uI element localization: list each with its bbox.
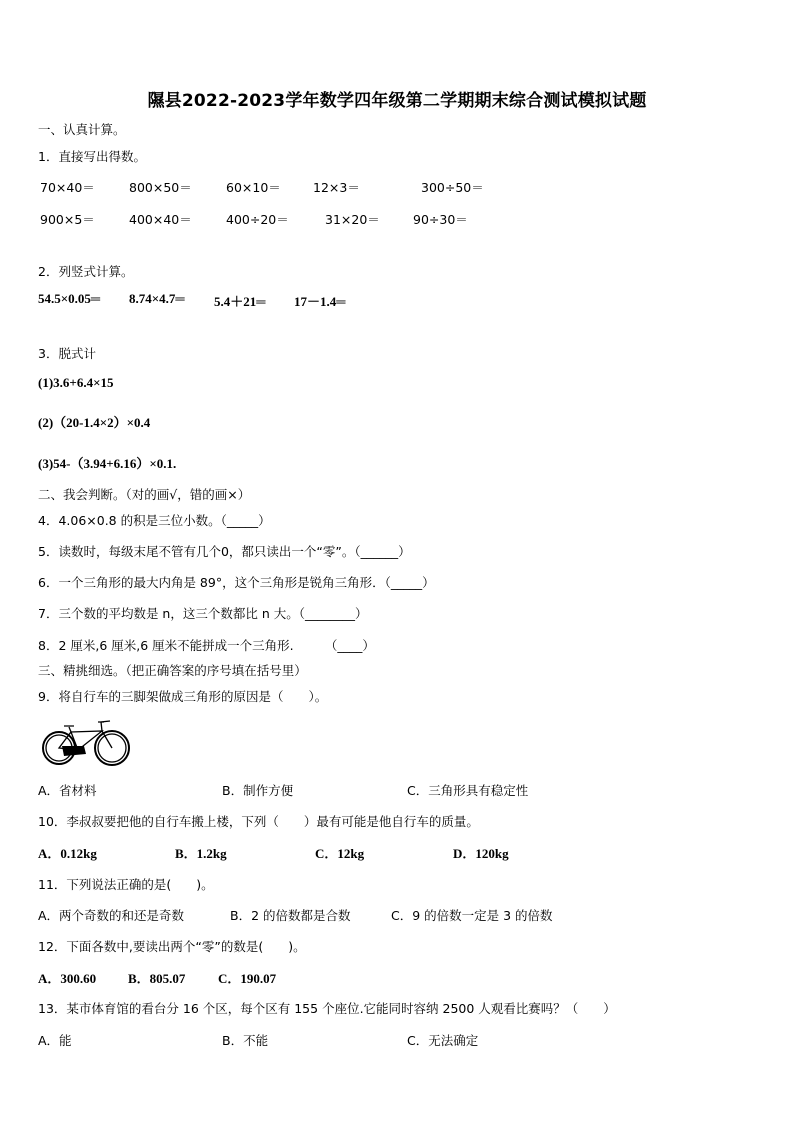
question-13-text: 13．某市体育馆的看台分 16 个区，每个区有 155 个座位.它能同时容纳 2500 人观看比赛吗？（ ） (38, 1001, 616, 1016)
option-c: C．无法确定 (407, 1033, 479, 1048)
option-c: C．12kg (315, 846, 365, 861)
option-c: C．9 的倍数一定是 3 的倍数 (391, 908, 553, 923)
option-b: B．制作方便 (222, 783, 294, 798)
question-11-text: 11．下列说法正确的是( )。 (38, 877, 214, 892)
section-heading-3: 三、精挑细选。（把正确答案的序号填在括号里） (38, 663, 307, 678)
calc-item: 12×3＝ (313, 180, 360, 195)
vertical-calc-item: 17－1.4═ (294, 294, 346, 309)
judge-item: 6．一个三角形的最大内角是 89°，这个三角形是锐角三角形．（_____） (38, 575, 435, 590)
calc-item: 900×5＝ (40, 212, 95, 227)
vertical-calc-item: 5.4＋21═ (214, 294, 266, 309)
page-title: 隰县2022-2023学年数学四年级第二学期期末综合测试模拟试题 (147, 91, 647, 111)
expression-item: (1)3.6+6.4×15 (38, 375, 114, 390)
option-c: C．三角形具有稳定性 (407, 783, 529, 798)
option-a: A．两个奇数的和还是奇数 (38, 908, 185, 923)
calc-item: 31×20＝ (325, 212, 380, 227)
option-d: D．120kg (453, 846, 509, 861)
judge-item: 4．4.06×0.8 的积是三位小数。（_____） (38, 513, 271, 528)
calc-item: 400÷20＝ (226, 212, 289, 227)
expression-item: (3)54-（3.94+6.16）×0.1. (38, 456, 177, 471)
option-a: A．省材料 (38, 783, 97, 798)
section-heading-2: 二、我会判断。（对的画√，错的画×） (38, 487, 251, 502)
question-3-label: 3．脱式计 (38, 346, 96, 361)
expression-item: (2)（20-1.4×2）×0.4 (38, 415, 151, 430)
question-2-label: 2．列竖式计算。 (38, 264, 134, 279)
question-10-text: 10．李叔叔要把他的自行车搬上楼，下列（ ）最有可能是他自行车的质量。 (38, 814, 479, 829)
question-9-text: 9．将自行车的三脚架做成三角形的原因是（ ）。 (38, 689, 328, 704)
calc-item: 90÷30＝ (413, 212, 468, 227)
vertical-calc-item: 54.5×0.05═ (38, 291, 101, 306)
calc-item: 800×50＝ (129, 180, 192, 195)
judge-item: 7．三个数的平均数是 n，这三个数都比 n 大。（________） (38, 606, 368, 621)
calc-item: 70×40＝ (40, 180, 95, 195)
option-b: B．805.07 (128, 971, 186, 986)
bicycle-icon (40, 716, 132, 768)
question-1-label: 1．直接写出得数。 (38, 149, 146, 164)
judge-item: 5．读数时，每级末尾不管有几个0，都只读出一个“零”。（______） (38, 544, 411, 559)
option-b: B．2 的倍数都是合数 (230, 908, 351, 923)
option-c: C．190.07 (218, 971, 277, 986)
option-a: A．300.60 (38, 971, 97, 986)
vertical-calc-item: 8.74×4.7═ (129, 291, 185, 306)
calc-item: 300÷50＝ (421, 180, 484, 195)
option-a: A．0.12kg (38, 846, 97, 861)
section-heading-1: 一、认真计算。 (38, 122, 126, 137)
calc-item: 400×40＝ (129, 212, 192, 227)
judge-item: 8．2 厘米,6 厘米,6 厘米不能拼成一个三角形. （____） (38, 638, 375, 653)
option-b: B．1.2kg (175, 846, 227, 861)
question-12-text: 12．下面各数中,要读出两个“零”的数是( )。 (38, 939, 306, 954)
option-b: B．不能 (222, 1033, 269, 1048)
option-a: A．能 (38, 1033, 72, 1048)
calc-item: 60×10＝ (226, 180, 281, 195)
